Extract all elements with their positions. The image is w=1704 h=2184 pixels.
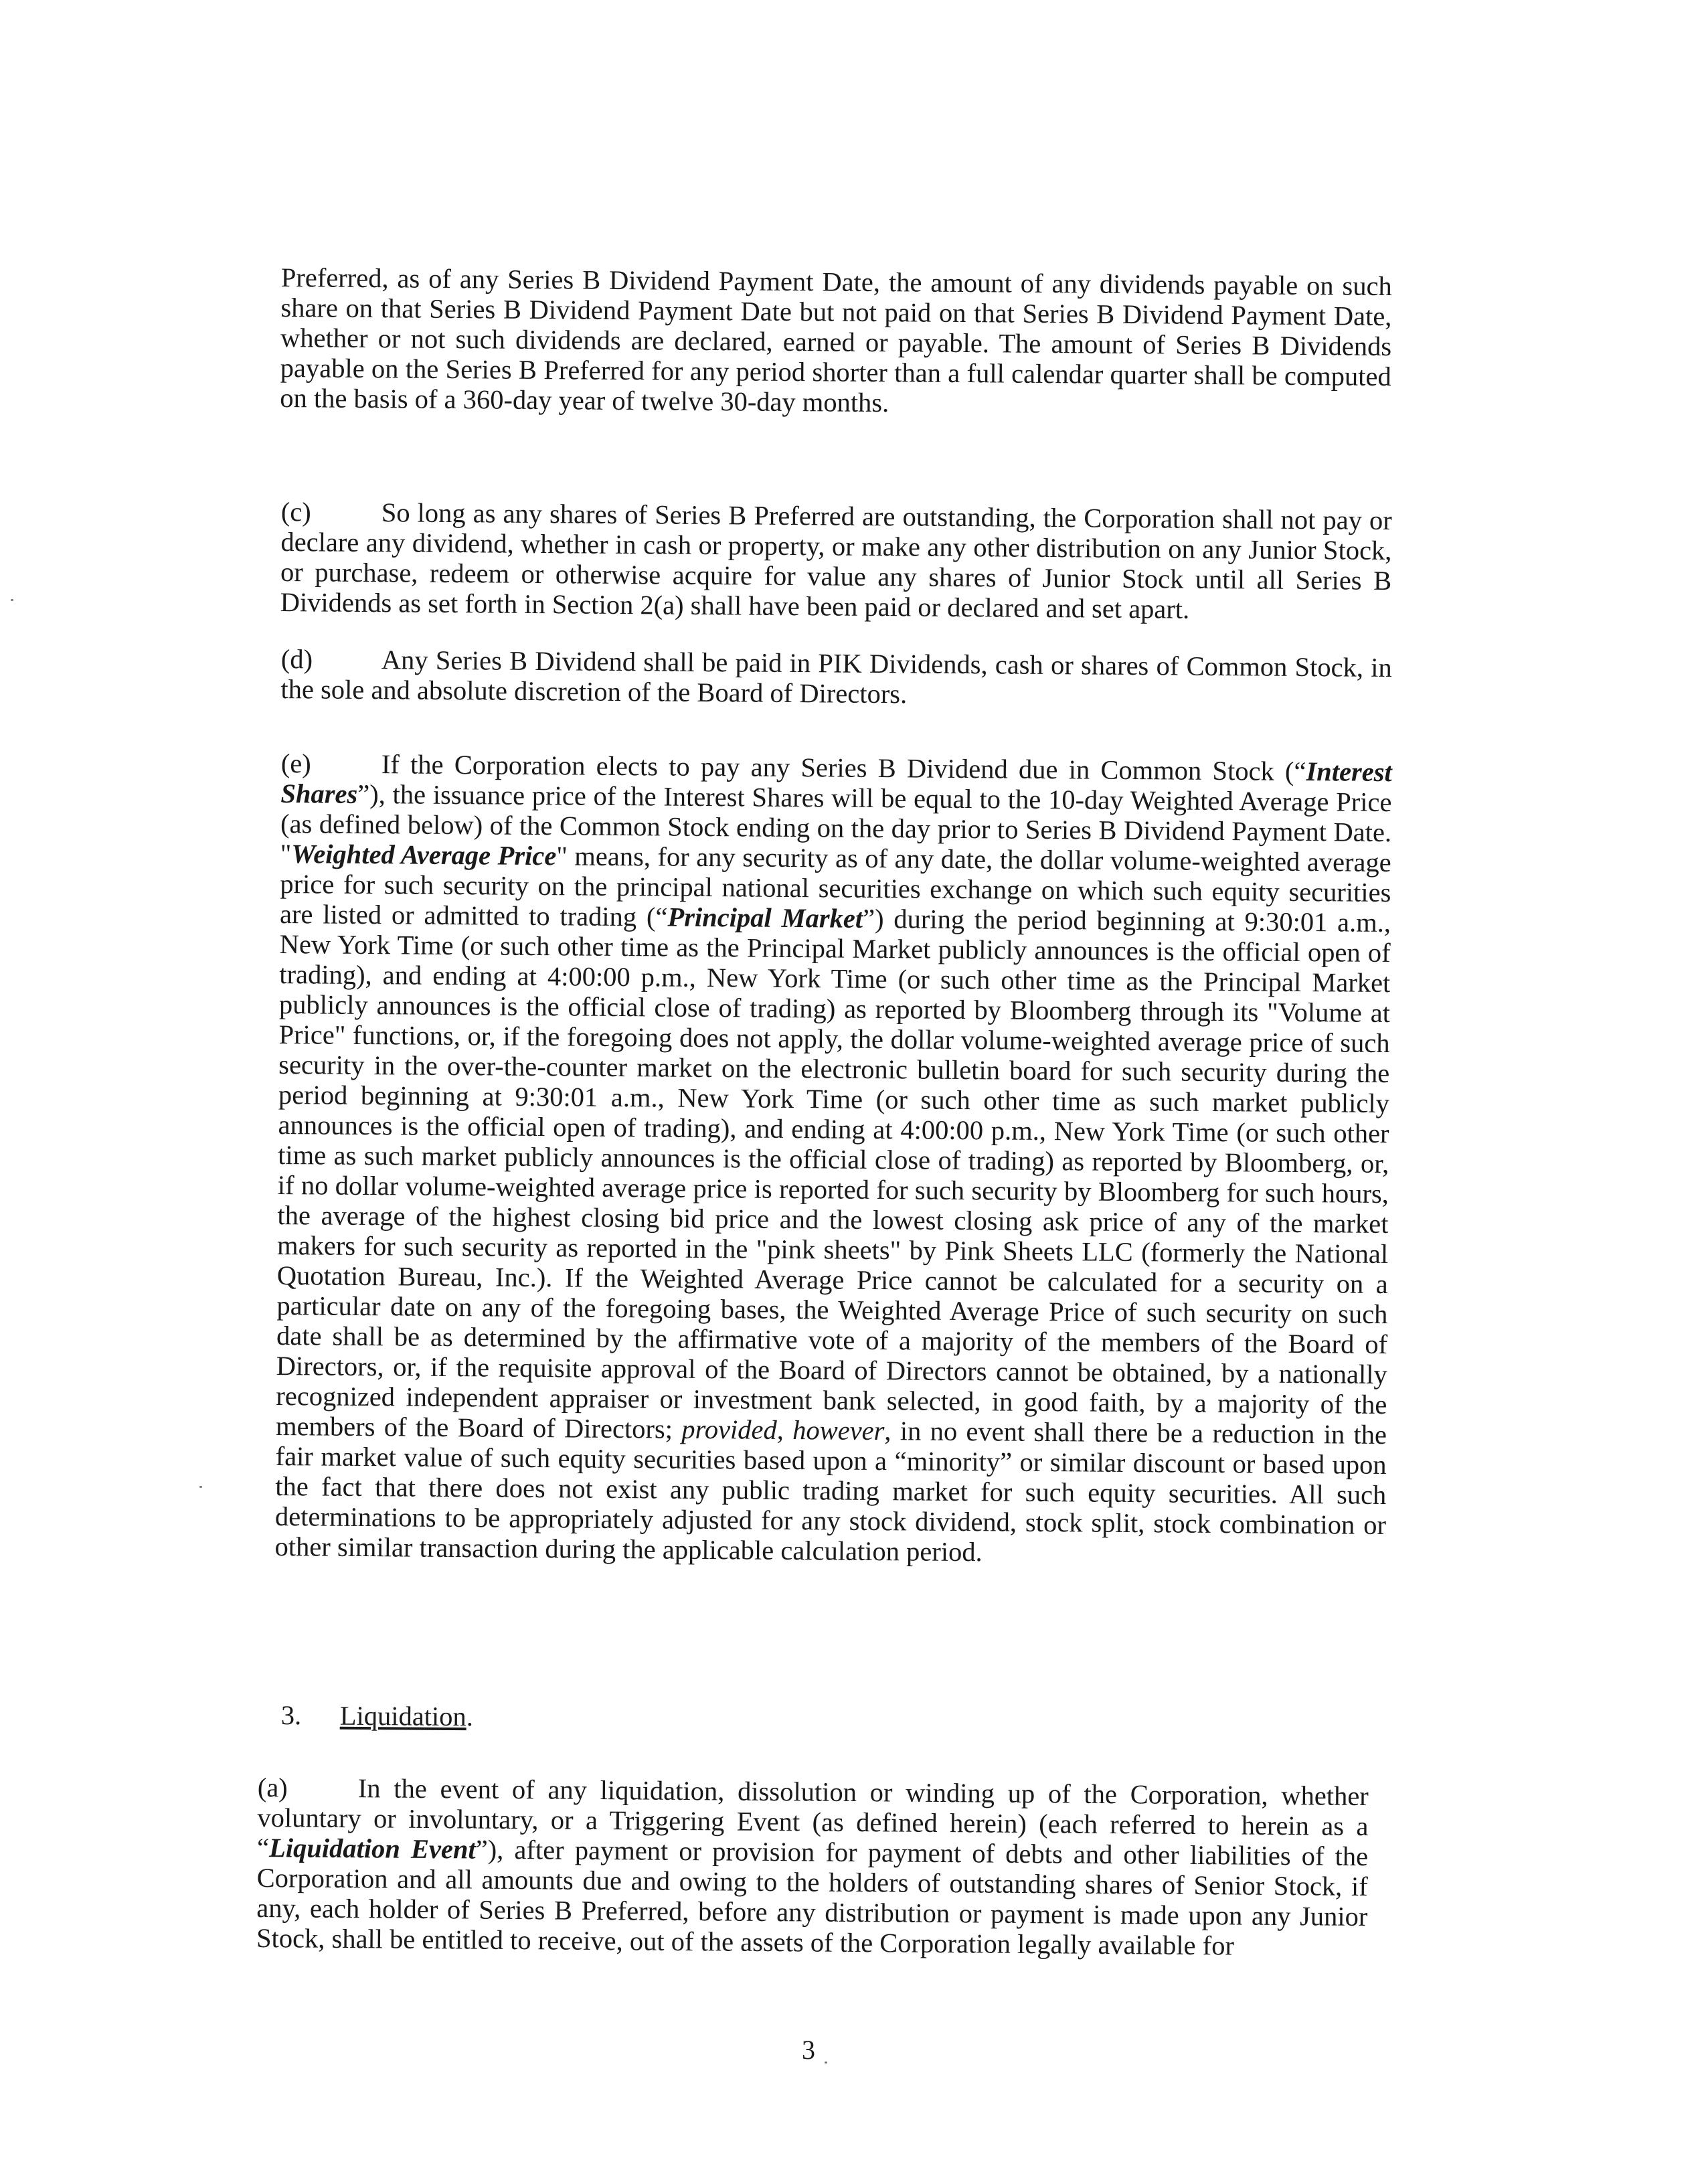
paragraph-c xyxy=(280,497,1392,626)
defined-term-weighted-average-price: Weighted Average Price xyxy=(291,839,557,871)
paragraph-text-part: If the Corporation elects to pay any Series B Dividend due in Common Stock (“ xyxy=(381,749,1306,787)
paragraph-text-part: ”), after payment or provision for payment of debts and other liabilities of the Corporation and all amounts due and owing to the holders of outstanding shares of Senior Stock, if any, each holder of Series B Preferred, before any distribution or payment is made upon any Junior Stock, shall be entitled to receive, out of the assets of the Corporation legally available for xyxy=(256,1834,1369,1961)
paragraph-number: (e) xyxy=(280,748,311,779)
defined-term-principal-market: Principal Market xyxy=(667,902,863,934)
paragraph-text-part: In the event of any liquidation, dissolution or winding up of the Corporation, whether voluntary or involuntary, or a Triggering Event (as defined herein) (each referred to herein as a “ xyxy=(256,1773,1369,1863)
paragraph-text: Preferred, as of any Series B Dividend Payment Date, the amount of any dividends payable on such share on that Series B Dividend Payment Date but not paid on that Series B Dividend Payment Date, whether or not such dividends are declared, earned or payable. The amount of Series B Dividends payable on the Series B Preferred for any period shorter than a full calendar quarter shall be computed on the basis of a 360-day year of twelve 30-day months. xyxy=(280,262,1392,418)
section-title: Liquidation xyxy=(339,1700,466,1732)
defined-term-interest-shares: Interest Shares xyxy=(280,756,1392,809)
scan-speck xyxy=(825,2062,827,2064)
paragraph-liquidation-a xyxy=(256,1772,1369,1962)
proviso-text: provided, however xyxy=(681,1414,885,1446)
paragraph-text-part: , in no event shall there be a reduction in the fair market value of such equity securities based upon a “minority” or similar discount or based upon the fact that there does not exist any public trading market for such equity securities. All such determinations to be appropriately adjusted for any stock dividend, stock split, stock combination or other similar transaction during the applicable calculation period. xyxy=(274,1416,1387,1568)
paragraph-text: Any Series B Dividend shall be paid in PIK Dividends, cash or shares of Common Stock, in the sole and absolute discretion of the Board of Directors. xyxy=(280,645,1392,709)
paragraph-number: (d) xyxy=(280,644,313,675)
scan-speck xyxy=(11,599,13,601)
section-heading-liquidation xyxy=(281,1700,1392,1739)
paragraph-text-part: ”), the issuance price of the Interest Shares will be equal to the 10-day Weighted Average Price (as defined below) of the Common Stock ending on the day prior to Series B Dividend Payment Date. " xyxy=(280,778,1392,869)
paragraph-number: (a) xyxy=(257,1772,288,1803)
scan-speck xyxy=(199,1486,202,1488)
paragraph-e xyxy=(274,748,1391,1570)
defined-term-liquidation-event: Liquidation Event xyxy=(268,1833,476,1865)
paragraph-dividend-accrual xyxy=(280,262,1392,422)
page-number: 3 xyxy=(802,2035,815,2065)
paragraph-text-part: ”) during the period beginning at 9:30:01 a.m., New York Time (or such other time as the Principal Market publicly announces is the official open of trading), and ending at 4:00:00 p.m., New York Time (or such other time as the Principal Market publicly announces is the official close of trading) as reported by Bloomberg through its "Volume at Price" functions, or, if the foregoing does not apply, the dollar volume-weighted average price of such security in the over-the-counter market on the electronic bulletin board for such security during the period beginning at 9:30:01 a.m., New York Time (or such other time as such market publicly announces is the official open of trading), and ending at 4:00:00 p.m., New York Time (or such other time as such market publicly announces is the official close of trading) as reported by Bloomberg, or, if no dollar volume-weighted average price is reported for such security by Bloomberg for such hours, the average of the highest closing bid price and the lowest closing ask price of any of the market makers for such security as reported in the "pink sheets" by Pink Sheets LLC (formerly the National Quotation Bureau, Inc.). If the Weighted Average Price cannot be calculated for a security on a particular date on any of the foregoing bases, the Weighted Average Price of such security on such date shall be as determined by the affirmative vote of a majority of the members of the Board of Directors, or, if the requisite approval of the Board of Directors cannot be obtained, by a nationally recognized independent appraiser or investment bank selected, in good faith, by a majority of the members of the Board of Directors; xyxy=(275,903,1391,1444)
section-number: 3. xyxy=(280,1700,302,1731)
section-title-period: . xyxy=(466,1701,474,1732)
paragraph-number: (c) xyxy=(280,497,311,527)
paragraph-text-part: " means, for any security as of any date, the dollar volume-weighted average price for such security on the principal national securities exchange on which such equity securities are listed or admitted to trading (“ xyxy=(279,841,1391,932)
paragraph-d xyxy=(280,644,1392,713)
paragraph-text: So long as any shares of Series B Preferred are outstanding, the Corporation shall not pay or declare any dividend, whether in cash or property, or make any other distribution on any Junior Stock, or purchase, redeem or otherwise acquire for value any shares of Junior Stock until all Series B Dividends as set forth in Section 2(a) shall have been paid or declared and set apart. xyxy=(280,497,1392,624)
